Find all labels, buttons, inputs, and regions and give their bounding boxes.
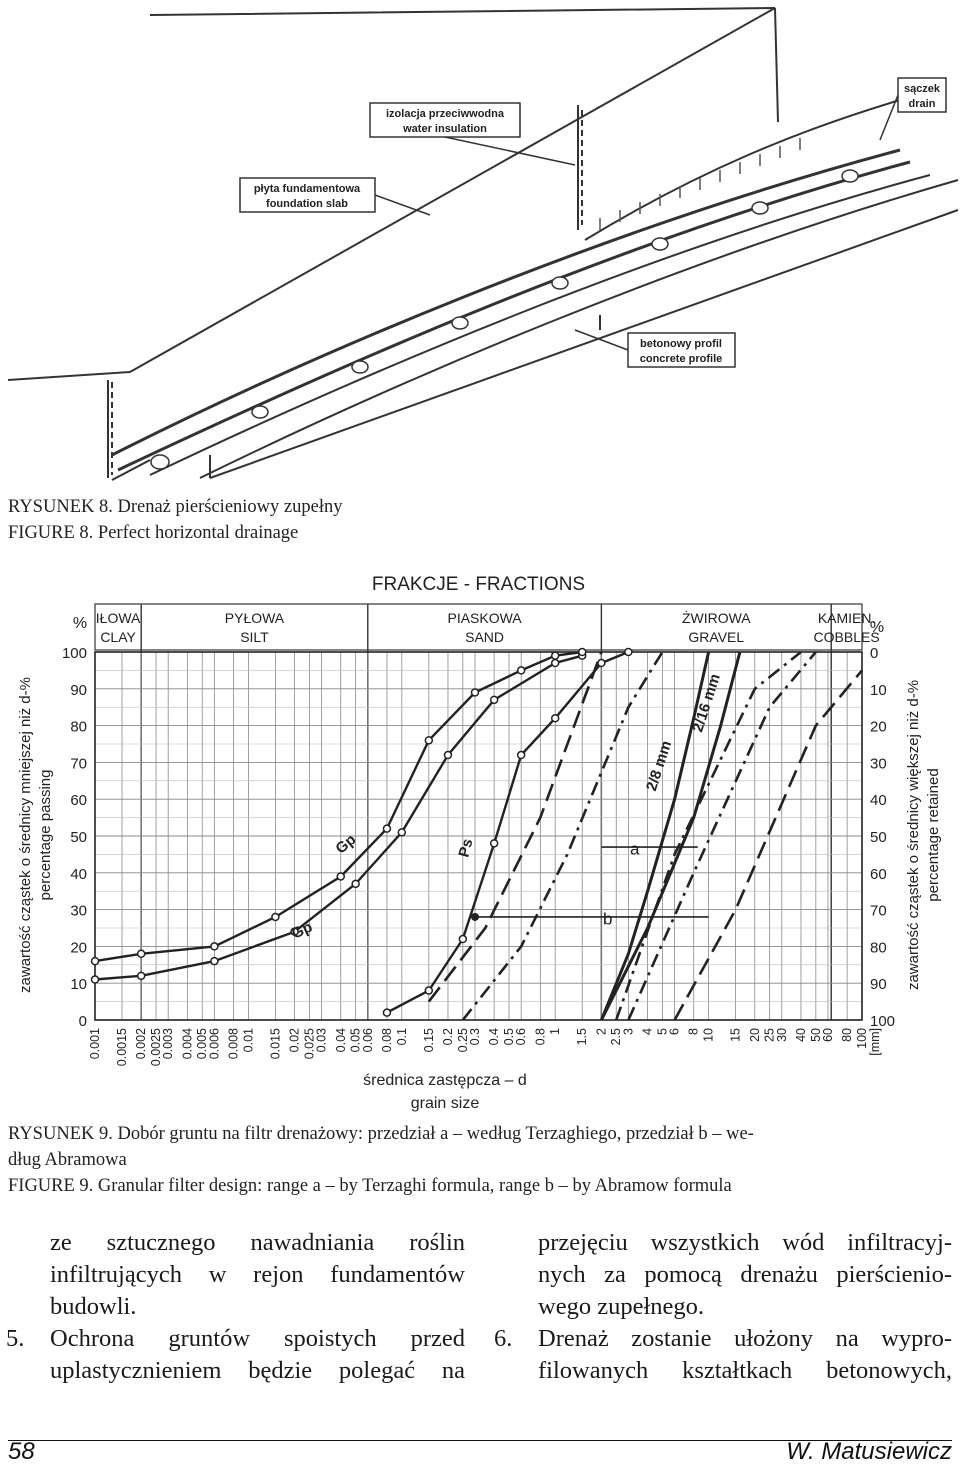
y-unit-right: % bbox=[869, 619, 885, 636]
x-tick-label: 0.03 bbox=[314, 1028, 329, 1053]
x-tick-label: 0.25 bbox=[455, 1028, 470, 1053]
data-point bbox=[491, 840, 498, 847]
x-tick-label: 0.04 bbox=[333, 1028, 348, 1053]
y-tick-left: 30 bbox=[70, 902, 87, 920]
x-tick-label: 15 bbox=[728, 1028, 743, 1042]
x-tick-label: 5 bbox=[655, 1028, 670, 1035]
curve-label-gp-upper: Gp bbox=[332, 831, 360, 858]
label-slab-en: foundation slab bbox=[266, 198, 348, 210]
data-point bbox=[425, 737, 432, 744]
right-p2-line1: Drenaż zostanie ułożony na wypro- bbox=[538, 1325, 952, 1352]
data-point bbox=[138, 972, 145, 979]
x-tick-label: 3 bbox=[621, 1028, 636, 1035]
fraction-label-pl: PIASKOWA bbox=[447, 610, 522, 626]
x-tick-label: 0.06 bbox=[360, 1028, 375, 1053]
x-tick-label: 60 bbox=[820, 1028, 835, 1042]
y-tick-right: 30 bbox=[870, 755, 887, 773]
data-point bbox=[383, 1009, 390, 1016]
x-tick-label: 0.5 bbox=[502, 1028, 517, 1046]
x-tick-label: 4 bbox=[640, 1028, 655, 1035]
x-tick-label: 0.2 bbox=[440, 1028, 455, 1046]
figure-8-drawing bbox=[0, 0, 960, 485]
x-tick-label: 6 bbox=[667, 1028, 682, 1035]
data-point bbox=[552, 652, 559, 659]
x-tick-label: 0.0025 bbox=[149, 1028, 164, 1067]
author-name: W. Matusiewicz bbox=[786, 1438, 952, 1465]
x-tick-label: 25 bbox=[762, 1028, 777, 1042]
data-point bbox=[211, 943, 218, 950]
x-tick-label: 0.008 bbox=[226, 1028, 241, 1060]
fraction-label-en: GRAVEL bbox=[688, 629, 745, 645]
y-tick-right: 20 bbox=[870, 718, 887, 736]
y-tick-right: 0 bbox=[870, 645, 879, 662]
x-tick-label: 0.02 bbox=[287, 1028, 302, 1053]
y-tick-left: 50 bbox=[70, 829, 87, 846]
figure-9-grain-size-chart bbox=[0, 560, 960, 1120]
data-point bbox=[383, 825, 390, 832]
x-tick-label: 0.002 bbox=[134, 1028, 149, 1060]
x-tick-label: 0.004 bbox=[180, 1028, 195, 1060]
x-axis-title-en: grain size bbox=[410, 1095, 480, 1112]
label-insulation-en: water insulation bbox=[403, 123, 487, 135]
curve-label-ps: Ps bbox=[455, 836, 477, 860]
y-tick-left: 90 bbox=[70, 681, 87, 699]
y-tick-right: 50 bbox=[870, 829, 887, 846]
left-column bbox=[6, 1227, 465, 1387]
data-point bbox=[518, 752, 525, 759]
fraction-label-en: SILT bbox=[240, 629, 269, 645]
label-slab-pl: płyta fundamentowa bbox=[253, 183, 361, 195]
range-label-a: a bbox=[630, 839, 640, 859]
x-tick-label: 0.0015 bbox=[115, 1028, 130, 1067]
x-tick-label: 0.6 bbox=[514, 1028, 529, 1046]
y-tick-right: 90 bbox=[870, 976, 887, 994]
y-axis-title-left-pl: zawartość cząstek o średnicy mniejszej niż d-% bbox=[17, 677, 34, 993]
x-tick-label: 50 bbox=[808, 1028, 823, 1042]
data-point bbox=[598, 660, 605, 667]
fraction-label-pl: PYŁOWA bbox=[224, 610, 285, 626]
label-drain-en: drain bbox=[908, 98, 936, 110]
y-tick-left: 70 bbox=[70, 755, 87, 773]
x-tick-label: 20 bbox=[747, 1028, 762, 1042]
data-point bbox=[92, 976, 99, 983]
label-drain-pl: sączek bbox=[903, 83, 941, 95]
curve-label-gp-lower: Gp bbox=[289, 918, 316, 943]
x-tick-label: 0.015 bbox=[268, 1028, 283, 1060]
x-tick-label: 0.006 bbox=[207, 1028, 222, 1060]
x-tick-label: 8 bbox=[686, 1028, 701, 1035]
data-point bbox=[352, 880, 359, 887]
fraction-label-en: CLAY bbox=[100, 629, 136, 645]
data-point bbox=[337, 873, 344, 880]
y-axis-title-right-pl: zawartość cząstek o średnicy większej niż d-% bbox=[905, 679, 922, 991]
data-point bbox=[398, 829, 405, 836]
x-tick-label: 30 bbox=[774, 1028, 789, 1042]
x-tick-label: 0.05 bbox=[348, 1028, 363, 1053]
x-tick-label: 1.5 bbox=[575, 1028, 590, 1046]
label-profile-en: concrete profile bbox=[639, 353, 723, 365]
y-axis-title-right-en: percentage retained bbox=[925, 768, 942, 902]
figure-9-caption-pl: RYSUNEK 9. Dobór gruntu na filtr drenażowy: przedział a – według Terzaghiego, przedział b – we- bbox=[8, 1124, 754, 1144]
x-tick-label: 0.1 bbox=[394, 1028, 409, 1046]
x-tick-label: 0.3 bbox=[467, 1028, 482, 1046]
left-p2-line2: uplastycznieniem będzie polegać na bbox=[50, 1357, 465, 1384]
x-tick-label: 0.01 bbox=[241, 1028, 256, 1053]
x-tick-label: 10 bbox=[701, 1028, 716, 1042]
figure-8-caption-pl: RYSUNEK 8. Drenaż pierścieniowy zupełny bbox=[8, 497, 343, 517]
x-axis-title-pl: średnica zastępcza – d bbox=[363, 1072, 527, 1089]
x-tick-label: 0.15 bbox=[421, 1028, 436, 1053]
x-tick-label: 1 bbox=[548, 1028, 563, 1035]
data-point bbox=[579, 649, 586, 656]
list-number-6: 6. bbox=[494, 1325, 513, 1352]
figure-8-caption-en: FIGURE 8. Perfect horizontal drainage bbox=[8, 523, 299, 543]
label-insulation-pl: izolacja przeciwwodna bbox=[386, 108, 504, 120]
y-tick-left: 10 bbox=[70, 976, 87, 994]
fraction-label-pl: IŁOWA bbox=[95, 610, 141, 626]
data-point bbox=[625, 649, 632, 656]
y-tick-right: 10 bbox=[870, 681, 887, 699]
y-unit-left: % bbox=[72, 615, 88, 632]
y-tick-left: 80 bbox=[70, 718, 87, 736]
data-point bbox=[425, 987, 432, 994]
x-axis-unit: [mm] bbox=[868, 1028, 882, 1056]
data-point bbox=[491, 696, 498, 703]
range-b-start-point bbox=[471, 913, 479, 921]
y-tick-left: 100 bbox=[61, 645, 87, 662]
data-point bbox=[471, 689, 478, 696]
right-column bbox=[494, 1227, 952, 1387]
figure-9-caption-pl-cont: dług Abramowa bbox=[8, 1150, 127, 1170]
x-tick-label: 2 bbox=[594, 1028, 609, 1035]
y-tick-left: 0 bbox=[78, 1013, 87, 1030]
y-tick-right: 40 bbox=[870, 792, 887, 810]
left-p1-line1: ze sztucznego nawadniania roślin bbox=[50, 1229, 465, 1256]
y-tick-right: 60 bbox=[870, 865, 887, 883]
curve-label-2-16mm: 2/16 mm bbox=[689, 671, 724, 735]
y-tick-left: 40 bbox=[70, 865, 87, 883]
label-profile-pl: betonowy profil bbox=[640, 338, 722, 350]
fractions-header: FRAKCJE - FRACTIONS bbox=[371, 574, 586, 595]
data-point bbox=[552, 715, 559, 722]
x-tick-label: 0.003 bbox=[161, 1028, 176, 1060]
y-axis-title-left-en: percentage passing bbox=[37, 769, 54, 901]
figure-9-caption bbox=[8, 1121, 953, 1199]
data-point bbox=[459, 936, 466, 943]
right-p1-line1: przejęciu wszystkich wód infiltracyj- bbox=[538, 1229, 952, 1256]
list-number-5: 5. bbox=[6, 1325, 25, 1352]
figure-8-caption bbox=[8, 494, 342, 546]
range-label-b: b bbox=[602, 909, 613, 929]
x-tick-label: 0.4 bbox=[487, 1028, 502, 1046]
fraction-label-en: SAND bbox=[465, 629, 505, 645]
x-tick-label: 0.025 bbox=[302, 1028, 317, 1060]
y-tick-left: 60 bbox=[70, 792, 87, 810]
data-point bbox=[211, 958, 218, 965]
page-number: 58 bbox=[8, 1438, 35, 1465]
right-p1-line2: nych za pomocą drenażu pierścienio- bbox=[538, 1261, 952, 1288]
data-point bbox=[92, 958, 99, 965]
fraction-label-pl: KAMIEN. bbox=[817, 610, 876, 626]
series-line bbox=[387, 652, 629, 1013]
data-point bbox=[272, 913, 279, 920]
right-p2-line2: filowanych kształtkach betonowych, bbox=[538, 1357, 952, 1384]
y-tick-right: 100 bbox=[870, 1013, 896, 1030]
x-tick-label: 2.5 bbox=[609, 1028, 624, 1046]
right-p1-line3: wego zupełnego. bbox=[538, 1293, 704, 1320]
y-tick-right: 80 bbox=[870, 939, 887, 957]
left-p2-line1: Ochrona gruntów spoistych przed bbox=[50, 1325, 465, 1352]
fraction-label-pl: ŻWIROWA bbox=[681, 610, 751, 626]
left-p1-line3: budowli. bbox=[50, 1293, 137, 1320]
data-point bbox=[444, 752, 451, 759]
x-tick-label: 0.8 bbox=[533, 1028, 548, 1046]
data-point bbox=[518, 667, 525, 674]
figure-9-caption-en: FIGURE 9. Granular filter design: range a – by Terzaghi formula, range b – by Abramow formula bbox=[8, 1176, 732, 1196]
x-tick-label: 40 bbox=[793, 1028, 808, 1042]
fraction-label-en: COBBLES bbox=[813, 629, 880, 645]
left-p1-line2: infiltrujących w rejon fundamentów bbox=[50, 1261, 465, 1288]
data-point bbox=[138, 950, 145, 957]
x-tick-label: 100 bbox=[855, 1028, 869, 1049]
x-tick-label: 0.08 bbox=[379, 1028, 394, 1053]
x-tick-label: 0.001 bbox=[88, 1028, 102, 1060]
data-point bbox=[552, 660, 559, 667]
curve-label-2-8mm: 2/8 mm bbox=[643, 738, 676, 794]
x-tick-label: 0.005 bbox=[195, 1028, 210, 1060]
y-tick-right: 70 bbox=[870, 902, 887, 920]
y-tick-left: 20 bbox=[70, 939, 87, 957]
x-tick-label: 80 bbox=[840, 1028, 855, 1042]
